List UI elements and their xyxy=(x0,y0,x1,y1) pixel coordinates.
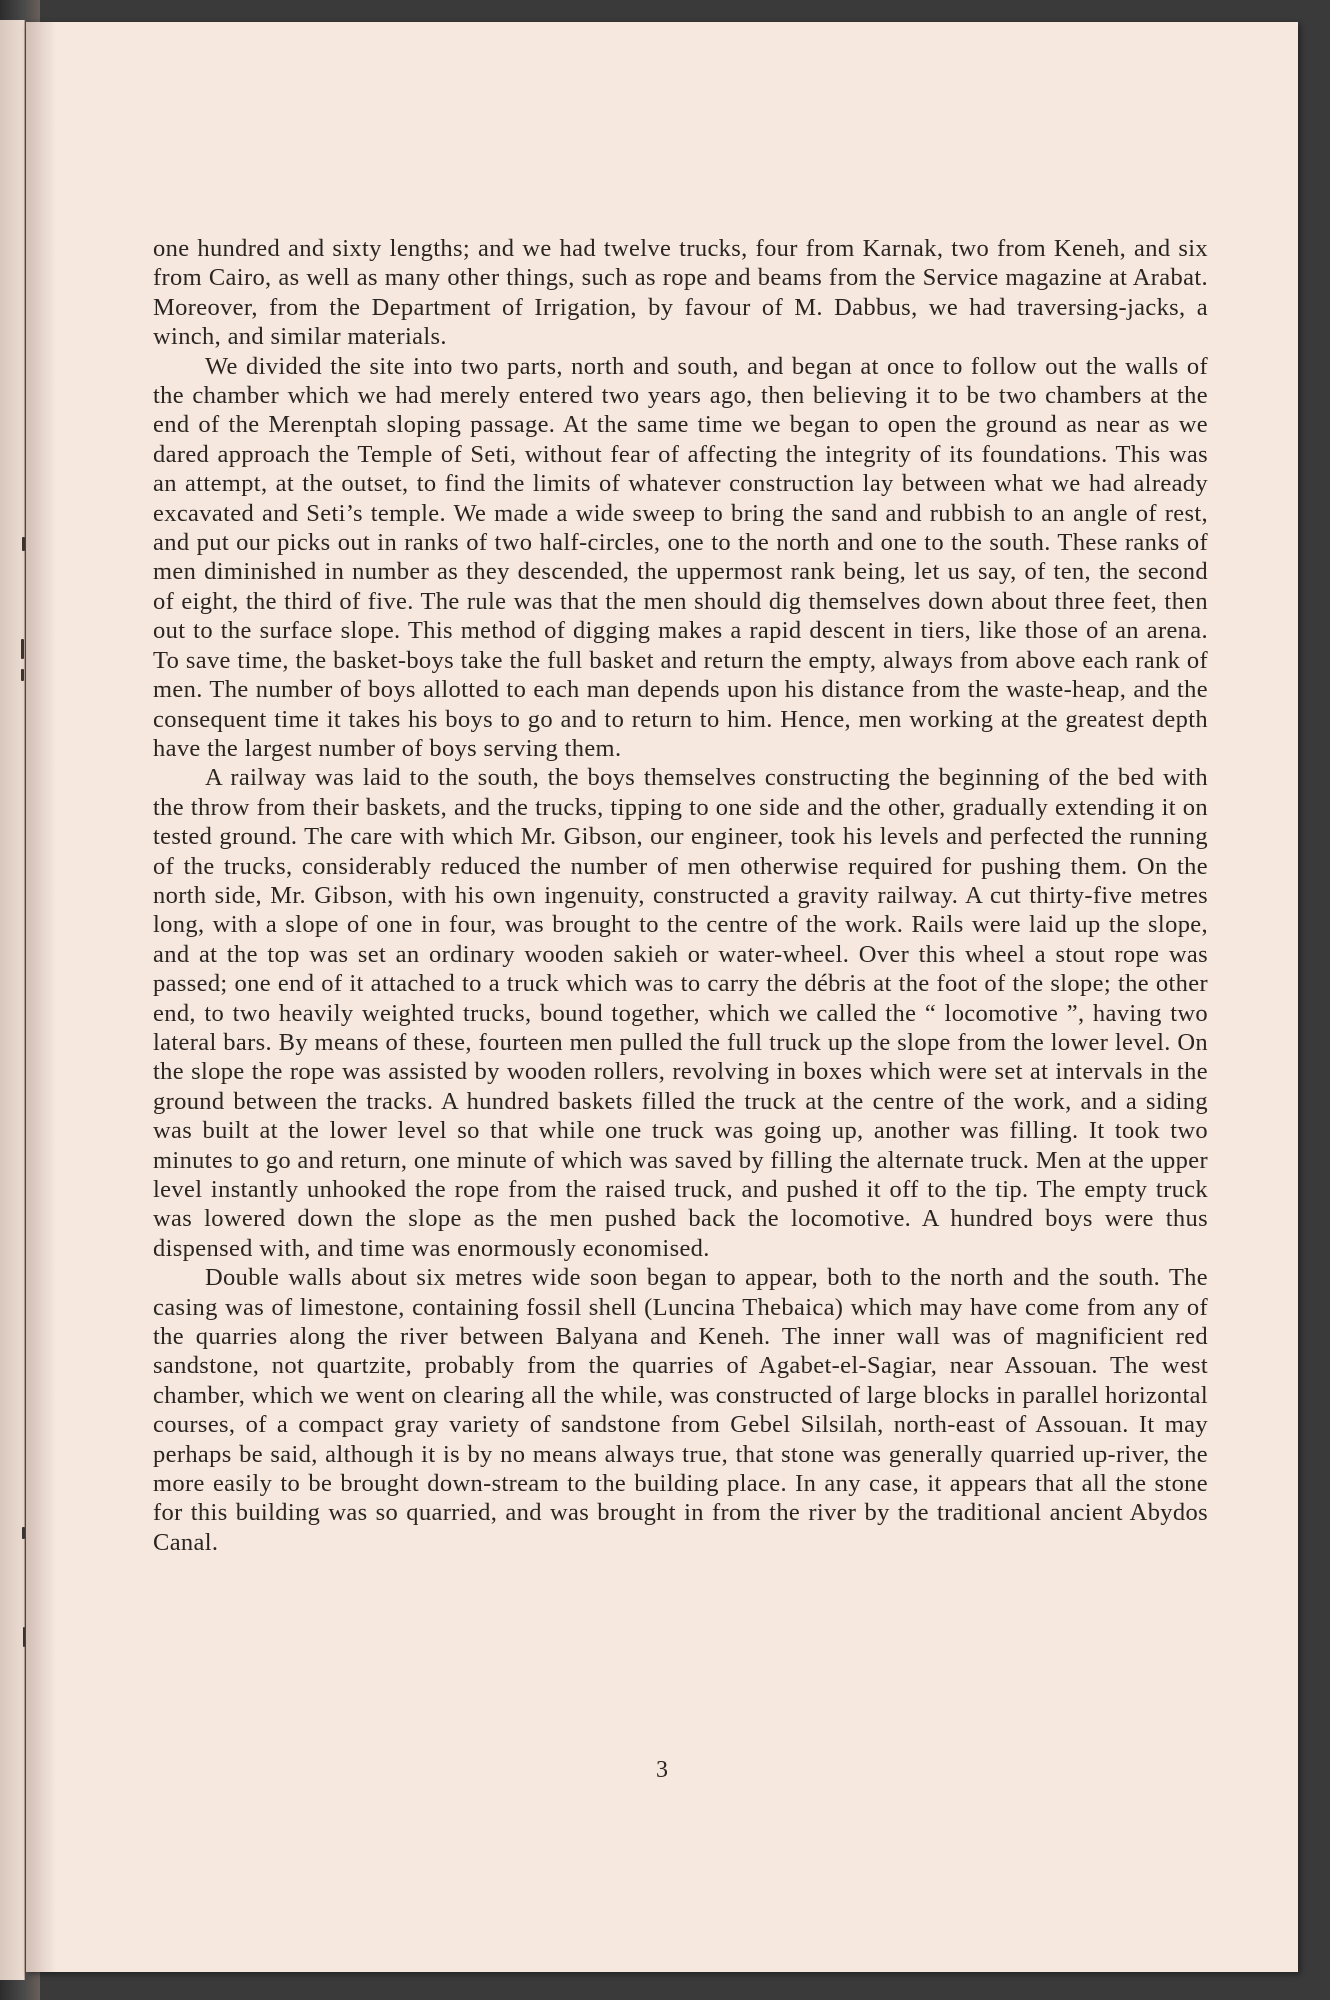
gutter-shadow xyxy=(26,22,56,1972)
page-number: 3 xyxy=(656,1757,668,1783)
margin-mark xyxy=(21,639,24,659)
margin-mark xyxy=(22,1527,25,1539)
margin-mark xyxy=(21,669,24,681)
book-page xyxy=(26,22,1298,1972)
margin-mark xyxy=(23,1627,25,1647)
previous-page-edge xyxy=(0,20,25,1980)
paragraph-3: A railway was laid to the south, the boys themselves constructing the beginning of the bed with the throw from their baskets, and the trucks, tipping to one side and the other, gradually extending it on tested ground. The care with which Mr. Gibson, our engineer, took his levels and perfected the running of the trucks, considerably reduced the number of men otherwise required for pushing them. On the north side, Mr. Gibson, with his own ingenuity, constructed a gravity railway. A cut thirty-five metres long, with a slope of one in four, was brought to the centre of the work. Rails were laid up the slope, and at the top was set an ordinary wooden sakieh or water-wheel. Over this wheel a stout rope was passed; one end of it attached to a truck which was to carry the débris at the foot of the slope; the other end, to two heavily weighted trucks, bound together, which we called the “ locomotive ”, having two lateral bars. By means of these, fourteen men pulled the full truck up the slope from the lower level. On the slope the rope was assisted by wooden rollers, revolving in boxes which were set at intervals in the ground between the tracks. A hundred baskets filled the truck at the centre of the work, and a siding was built at the lower level so that while one truck was going up, another was filling. It took two minutes to go and return, one minute of which was saved by filling the alternate truck. Men at the upper level instantly unhooked the rope from the raised truck, and pushed it off to the tip. The empty truck was lowered down the slope as the men pushed back the locomotive. A hundred boys were thus dispensed with, and time was enormously economised. xyxy=(153,764,1208,1262)
paragraph-2: We divided the site into two parts, north and south, and began at once to follow out the walls of the chamber which we had merely entered two years ago, then believing it to be two chambers at the end of the Merenptah sloping passage. At the same time we began to open the ground as near as we dared approach the Temple of Seti, without fear of affecting the integrity of its foundations. This was an attempt, at the outset, to find the limits of whatever construction lay between what we had already excavated and Seti’s temple. We made a wide sweep to bring the sand and rubbish to an angle of rest, and put our picks out in ranks of two half-circles, one to the north and one to the south. These ranks of men diminished in number as they descended, the uppermost rank being, let us say, of ten, the second of eight, the third of five. The rule was that the men should dig themselves down about three feet, then out to the surface slope. This method of digging makes a rapid descent in tiers, like those of an arena. To save time, the basket-boys take the full basket and return the empty, always from above each rank of men. The number of boys allotted to each man depends upon his distance from the waste-heap, and the consequent time it takes his boys to go and to return to him. Hence, men working at the greatest depth have the largest number of boys serving them. xyxy=(153,352,1208,762)
paragraph-4: Double walls about six metres wide soon began to appear, both to the north and the south. The casing was of limestone, containing fossil shell (Luncina Thebaica) which may have come from any of the quarries along the river between Balyana and Keneh. The inner wall was of magnificient red sandstone, not quartzite, probably from the quarries of Agabet-el-Sagiar, near Assouan. The west chamber, which we went on clearing all the while, was constructed of large blocks in parallel horizontal courses, of a compact gray variety of sandstone from Gebel Silsilah, north-east of Assouan. It may perhaps be said, although it is by no means always true, that stone was generally quarried up-river, the more easily to be brought down-stream to the building place. In any case, it appears that all the stone for this building was so quarried, and was brought in from the river by the traditional ancient Abydos Canal. xyxy=(153,1264,1208,1556)
paragraph-1: one hundred and sixty lengths; and we had twelve trucks, four from Karnak, two from Keneh, and six from Cairo, as well as many other things, such as rope and beams from the Service magazine at Arabat. Moreover, from the Department of Irrigation, by favour of M. Dabbus, we had traversing-jacks, a winch, and similar materials. xyxy=(153,235,1208,351)
body-text xyxy=(153,234,1208,1557)
margin-mark xyxy=(22,537,25,551)
